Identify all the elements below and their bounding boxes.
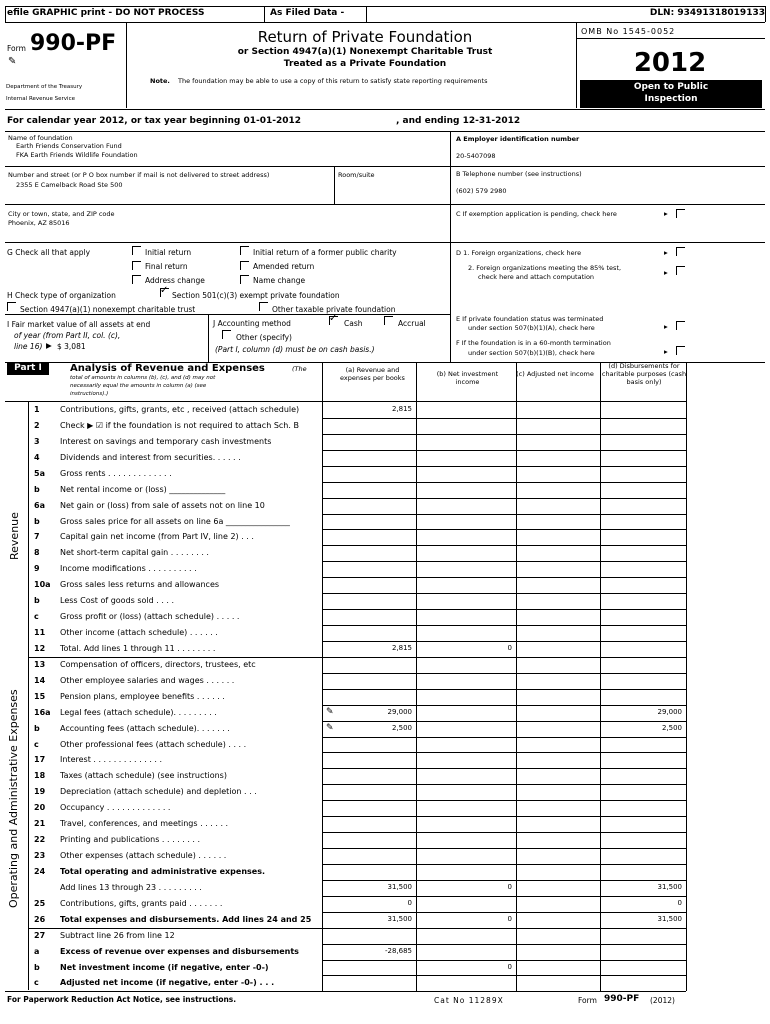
attachment-icon[interactable]: ✎	[326, 706, 334, 717]
address-change-label: Address change	[145, 276, 205, 285]
row-number: 20	[34, 803, 46, 813]
cell-a: 2,815	[391, 643, 412, 652]
part1-title-note: (The	[292, 365, 307, 373]
accrual-checkbox[interactable]	[384, 316, 393, 325]
check-mark-icon: ✓	[160, 285, 169, 296]
initial-return-checkbox[interactable]	[132, 246, 141, 255]
table-bottom	[5, 991, 686, 992]
section-501c3-label: Section 501(c)(3) exempt private foundation	[172, 291, 340, 300]
part1-desc-1: total of amounts in columns (b), (c), and (d) may not	[70, 375, 216, 381]
footer-form-label: Form	[578, 996, 597, 1005]
row-label: Net investment income (if negative, enter -0-)	[60, 962, 269, 972]
row-label: Subtract line 26 from line 12	[60, 930, 175, 940]
accrual-label: Accrual	[398, 319, 426, 328]
row-label: Dividends and interest from securities. . . . . .	[60, 452, 241, 462]
row-label: Other professional fees (attach schedule) . . . .	[60, 739, 247, 749]
row-number: 11	[34, 628, 46, 638]
row-number: 17	[34, 755, 46, 765]
tax-year: 2012	[633, 48, 707, 78]
row-label: Occupancy . . . . . . . . . . . . .	[60, 803, 171, 813]
row-number: 18	[34, 771, 46, 781]
efile-banner: efile GRAPHIC print - DO NOT PROCESS	[7, 8, 205, 18]
exemption-pending-checkbox[interactable]	[676, 209, 685, 218]
row-number: 2	[34, 420, 40, 430]
cell-d: 29,000	[657, 707, 682, 716]
name-label: Name of foundation	[8, 134, 73, 142]
cell-b: 0	[507, 882, 512, 891]
row-label: Add lines 13 through 23 . . . . . . . . .	[60, 882, 202, 892]
row-label: Contributions, gifts, grants, etc , received (attach schedule)	[60, 405, 300, 414]
row-number: 27	[34, 930, 46, 940]
cell-a: 31,500	[387, 914, 412, 923]
row-label: Interest . . . . . . . . . . . . . .	[60, 755, 163, 765]
row-label: Gross rents . . . . . . . . . . . . .	[60, 468, 172, 478]
inspection-text: Inspection	[644, 94, 698, 104]
name-change-label: Name change	[253, 276, 306, 285]
city-value: Phoenix, AZ 85016	[8, 219, 70, 227]
cell-a: 31,500	[387, 882, 412, 891]
row-number: b	[34, 723, 40, 733]
cell-d: 31,500	[657, 882, 682, 891]
note-text: The foundation may be able to use a copy of this return to satisfy state reporting requirements	[178, 77, 488, 85]
initial-former-label: Initial return of a former public charity	[253, 248, 397, 257]
row-number: 6a	[34, 500, 45, 510]
arrow-icon: ▸	[664, 322, 668, 331]
part1-tag: Part I	[7, 363, 49, 375]
form-prefix: Form	[7, 44, 26, 53]
row-number: 16a	[34, 707, 51, 717]
cell-a: 2,815	[391, 405, 412, 413]
row-number: a	[34, 946, 40, 956]
row-label: Contributions, gifts, grants paid . . . . . . .	[60, 898, 223, 908]
part1-title: Analysis of Revenue and Expenses	[70, 363, 265, 374]
row-label: Gross sales price for all assets on line 6a ________________	[60, 516, 290, 526]
expenses-side-label: Operating and Administrative Expenses	[7, 689, 20, 908]
calendar-ending: , and ending 12-31-2012	[396, 116, 521, 126]
col-b-header: (b) Net investment income	[436, 370, 499, 386]
column-divider	[686, 362, 687, 991]
phone-label: B Telephone number (see instructions)	[456, 170, 582, 178]
col-c-header: (c) Adjusted net income	[516, 370, 594, 378]
f-label-2: under section 507(b)(1)(B), check here	[468, 349, 595, 357]
row-label: Excess of revenue over expenses and disbursements	[60, 946, 299, 956]
cell-b: 0	[507, 914, 512, 923]
row-number: b	[34, 516, 40, 526]
row-number: 25	[34, 898, 46, 908]
row-label: Check ▶ ☑ if the foundation is not required to attach Sch. B	[60, 420, 299, 430]
row-number: 10a	[34, 580, 51, 590]
row-label: Total operating and administrative expenses.	[60, 866, 265, 876]
row-number: 21	[34, 819, 46, 829]
row-number: c	[34, 739, 39, 749]
col-a-header: (a) Revenue and expenses per books	[340, 366, 405, 382]
calendar-year: For calendar year 2012, or tax year beginning 01-01-2012	[7, 116, 302, 126]
terminated-checkbox[interactable]	[676, 321, 685, 330]
row-label: Other expenses (attach schedule) . . . . . .	[60, 851, 227, 861]
col-d-header: (d) Disbursements for charitable purposes (cash basis only)	[601, 362, 687, 386]
sixty-month-checkbox[interactable]	[676, 346, 685, 355]
row-number: 15	[34, 691, 46, 701]
row-number: b	[34, 962, 40, 972]
row-label: Compensation of officers, directors, trustees, etc	[60, 659, 256, 669]
row-label: Less Cost of goods sold . . . .	[60, 596, 175, 606]
section-4947-checkbox[interactable]	[7, 302, 16, 311]
form-subtitle-1: or Section 4947(a)(1) Nonexempt Charitable Trust	[237, 47, 493, 57]
row-number: b	[34, 484, 40, 494]
row-number: 19	[34, 787, 46, 797]
row-label: Net gain or (loss) from sale of assets not on line 10	[60, 500, 265, 510]
row-number: 5a	[34, 468, 45, 478]
row-number: 26	[34, 914, 46, 924]
cat-number: Cat No 11289X	[434, 996, 504, 1005]
foreign-85-checkbox[interactable]	[676, 266, 685, 275]
cell-a: 0	[407, 898, 412, 907]
other-method-checkbox[interactable]	[222, 330, 231, 339]
row-label: Income modifications . . . . . . . . . .	[60, 564, 197, 574]
cell-b: 0	[507, 962, 512, 971]
row-number: c	[34, 612, 39, 622]
row-number: 24	[34, 866, 46, 876]
document-icon: ✎	[8, 56, 17, 67]
room-label: Room/suite	[338, 171, 375, 179]
ein-label: A Employer identification number	[456, 135, 580, 143]
amended-return-label: Amended return	[253, 262, 315, 271]
row-label: Gross profit or (loss) (attach schedule) . . . . .	[60, 612, 240, 622]
arrow-icon: ▸	[664, 347, 668, 356]
fmv-label-3: line 16)	[14, 342, 43, 351]
accounting-method-label: J Accounting method	[213, 319, 291, 328]
row-number: 14	[34, 675, 46, 685]
row-number: 9	[34, 564, 40, 574]
initial-former-checkbox[interactable]	[240, 246, 249, 255]
cell-d: 2,500	[661, 723, 682, 732]
row-label: Total. Add lines 1 through 11 . . . . . . . .	[60, 643, 216, 653]
e-label-1: E If private foundation status was terminated	[456, 315, 604, 323]
cash-label: Cash	[344, 319, 363, 328]
arrow-icon: ▸	[664, 268, 668, 277]
row-label: Travel, conferences, and meetings . . . . . .	[60, 819, 229, 829]
row-label: Net rental income or (loss) ______________	[60, 484, 226, 494]
row-label: Other income (attach schedule) . . . . . .	[60, 628, 218, 638]
d2-label-2: check here and attach computation	[478, 273, 595, 281]
cell-a: 2,500	[391, 723, 412, 732]
note-label: Note.	[150, 77, 170, 85]
row-label: Accounting fees (attach schedule). . . . . . .	[60, 723, 230, 733]
row-label: Other employee salaries and wages . . . . . .	[60, 675, 235, 685]
org-type-label: H Check type of organization	[7, 291, 116, 300]
open-public-text: Open to Public	[633, 82, 709, 92]
fmv-label-2: of year (from Part II, col. (c),	[14, 331, 121, 340]
part1-desc-2: necessarily equal the amounts in column (a) (see	[70, 383, 207, 389]
footer-form-year: (2012)	[650, 996, 675, 1005]
f-label-1: F If the foundation is in a 60-month termination	[456, 339, 611, 347]
amended-return-checkbox[interactable]	[240, 261, 249, 270]
row-number: 8	[34, 548, 40, 558]
row-label: Depreciation (attach schedule) and depletion . . .	[60, 787, 257, 797]
row-label: Gross sales less returns and allowances	[60, 580, 220, 590]
e-label-2: under section 507(b)(1)(A), check here	[468, 324, 595, 332]
name-change-checkbox[interactable]	[240, 275, 249, 284]
cell-b: 0	[507, 643, 512, 652]
row-label: Total expenses and disbursements. Add lines 24 and 25	[60, 914, 312, 924]
row-number: c	[34, 978, 39, 988]
row-number: 12	[34, 643, 46, 653]
exemption-pending-label: C If exemption application is pending, check here	[456, 210, 617, 218]
row-label: Interest on savings and temporary cash investments	[60, 436, 272, 446]
row-number: 1	[34, 405, 40, 414]
street-label: Number and street (or P O box number if mail is not delivered to street address)	[8, 171, 270, 179]
form-subtitle-2: Treated as a Private Foundation	[283, 59, 447, 69]
check-all-label: G Check all that apply	[7, 248, 91, 257]
section-4947-label: Section 4947(a)(1) nonexempt charitable trust	[20, 305, 196, 314]
street-value: 2355 E Camelback Road Ste 500	[16, 181, 123, 189]
arrow-icon: ▸	[664, 209, 668, 218]
footer-form-number: 990-PF	[604, 994, 640, 1004]
initial-return-label: Initial return	[145, 248, 192, 257]
d2-label-1: 2. Foreign organizations meeting the 85% test,	[468, 264, 622, 272]
row-number: 22	[34, 835, 46, 845]
revenue-side-label: Revenue	[8, 512, 21, 560]
row-number: 3	[34, 436, 40, 446]
final-return-checkbox[interactable]	[132, 261, 141, 270]
foundation-aka: FKA Earth Friends Wildlife Foundation	[16, 151, 138, 159]
fmv-label-1: I Fair market value of all assets at end	[7, 320, 151, 329]
omb-number: OMB No 1545-0052	[581, 27, 676, 36]
row-label: Net short-term capital gain . . . . . . . .	[60, 548, 209, 558]
address-change-checkbox[interactable]	[132, 275, 141, 284]
row-number: 13	[34, 659, 46, 669]
foreign-org-checkbox[interactable]	[676, 247, 685, 256]
check-mark-icon: ✓	[329, 313, 338, 324]
ein-value: 20-5407098	[456, 152, 496, 160]
row-label: Capital gain net income (from Part IV, line 2) . . .	[60, 532, 254, 542]
final-return-label: Final return	[145, 262, 188, 271]
irs-label: Internal Revenue Service	[6, 96, 75, 102]
arrow-icon: ▸	[664, 248, 668, 257]
part1-desc-3: instructions).)	[70, 391, 109, 397]
fmv-value: $ 3,081	[57, 342, 86, 351]
paperwork-notice: For Paperwork Reduction Act Notice, see instructions.	[7, 995, 237, 1004]
d1-label: D 1. Foreign organizations, check here	[456, 249, 582, 257]
attachment-icon[interactable]: ✎	[326, 722, 334, 733]
city-label: City or town, state, and ZIP code	[8, 210, 115, 218]
row-label: Adjusted net income (if negative, enter -0-) . . .	[60, 978, 275, 988]
other-method-label: Other (specify)	[236, 333, 292, 342]
cell-a: 29,000	[387, 707, 412, 716]
row-number: b	[34, 596, 40, 606]
cell-d: 0	[677, 898, 682, 907]
row-label: Legal fees (attach schedule). . . . . . . . .	[60, 707, 217, 717]
as-filed-label: As Filed Data -	[270, 8, 345, 18]
cash-basis-note: (Part I, column (d) must be on cash basis.)	[215, 345, 375, 354]
other-taxable-label: Other taxable private foundation	[272, 305, 396, 314]
cell-a: -28,685	[384, 946, 412, 955]
form-number: 990-PF	[30, 31, 117, 56]
dept-treasury: Department of the Treasury	[6, 84, 83, 90]
row-number: 4	[34, 452, 40, 462]
phone-value: (602) 579 2980	[456, 187, 507, 195]
row-number: 7	[34, 532, 40, 542]
dln-number: DLN: 93491318019133	[649, 8, 765, 18]
other-taxable-checkbox[interactable]	[259, 302, 268, 311]
cell-d: 31,500	[657, 914, 682, 923]
form-title: Return of Private Foundation	[257, 28, 473, 46]
row-label: Taxes (attach schedule) (see instructions)	[60, 771, 227, 781]
row-label: Printing and publications . . . . . . . .	[60, 835, 201, 845]
foundation-name: Earth Friends Conservation Fund	[16, 142, 122, 150]
row-number: 23	[34, 851, 46, 861]
row-label: Pension plans, employee benefits . . . . . .	[60, 691, 225, 701]
arrow-icon: ▶	[46, 341, 52, 350]
